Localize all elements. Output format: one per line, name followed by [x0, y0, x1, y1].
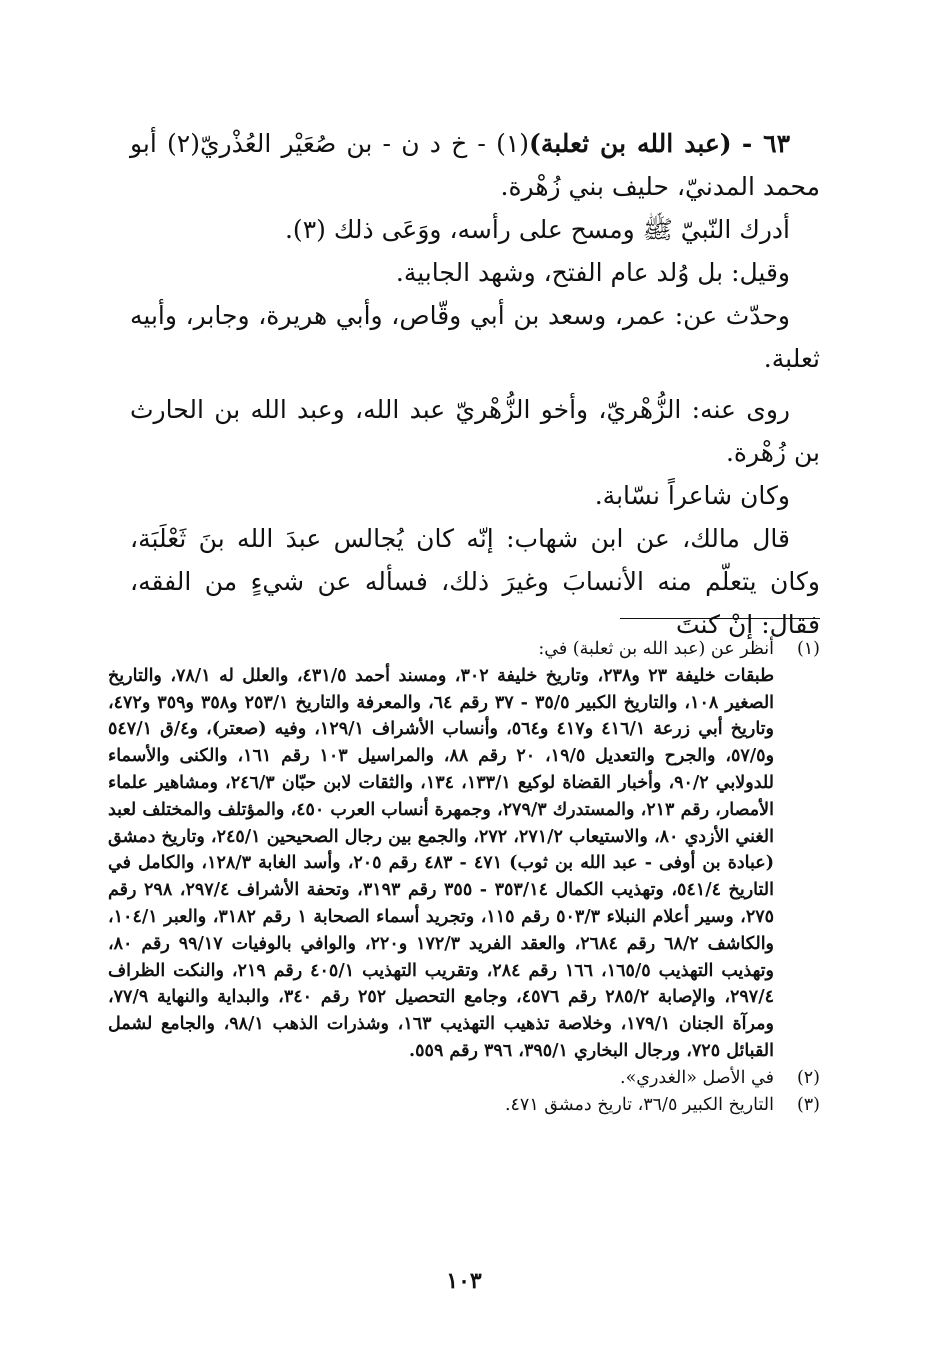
footnote-separator — [620, 618, 820, 619]
page-number: ١٠٣ — [446, 1268, 482, 1294]
footnotes — [108, 636, 820, 1118]
entry-intro: (١) - خ د ن - بن صُعَيْر العُذْريّ(٢) أبو محمد المدنيّ، حليف بني زُهْرة. — [130, 129, 820, 201]
paragraph-narrated-from: وحدّث عن: عمر، وسعد بن أبي وقّاص، وأبي هريرة، وجابر، وأبيه ثعلبة. — [130, 301, 820, 373]
footnote-number: (٢) — [796, 1067, 820, 1088]
footnote-intro: أنظر عن (عبد الله بن ثعلبة) في: — [538, 639, 774, 659]
paragraph-met-prophet: أدرك النّبيّ ﷺ ومسح على رأسه، ووَعَى ذلك (٣). — [284, 215, 790, 244]
entry-number: ٦٣ - — [741, 129, 791, 158]
main-text — [130, 122, 820, 646]
paragraph-narrated-by: روى عنه: الزُّهْريّ، وأخو الزُّهْريّ عبد الله، وعبد الله بن الحارث بن زُهْرة. — [130, 395, 820, 467]
footnote-number: (٣) — [796, 1094, 820, 1115]
paragraph-malik-quote: قال مالك، عن ابن شهاب: إنّه كان يُجالس عبدَ الله بنَ ثَعْلَبَة، وكان يتعلّم منه الأنسابَ وغيرَ ذلك، فسأله عن شيءٍ من الفقه، فقال: إنْ كنتَ — [130, 524, 820, 639]
entry-name: (عبد الله بن ثعلبة) — [529, 129, 732, 158]
footnote-1 — [108, 636, 820, 663]
footnote-number: (١) — [796, 639, 820, 659]
paragraph-birth: وقيل: بل وُلد عام الفتح، وشهد الجابية. — [395, 258, 790, 287]
footnote-text: التاريخ الكبير ٣٦/٥، تاريخ دمشق ٤٧١. — [504, 1094, 774, 1115]
footnote-sources: طبقات خليفة ٢٣ و٢٣٨، وتاريخ خليفة ٣٠٢، ومسند أحمد ٤٣١/٥، والعلل له ٧٨/١، والتاريخ الصغير ١٠٨، والتاريخ الكبير ٣٥/٥ - ٣٧ رقم ٦٤، والمعرفة والتاريخ ٢٥٣/١ و٣٥٨ و٣٥٩ و٤٧٢، وتاريخ أبي زرعة ٤١٦/١ و٤١٧ و٥٦٤، وأنساب الأشراف ١٢٩/١، وفيه (صعتر)، و٤/ق ٥٤٧/١ و٥٧/٥، والجرح والتعديل ١٩/٥، ٢٠ رقم ٨٨، والمراسيل ١٠٣ رقم ١٦١، والكنى والأسماء للدولابي ٩٠/٢، وأخبار القضاة لوكيع ١٣٣/١، ١٣٤، والثقات لابن حبّان ٢٤٦/٣، ومشاهير علماء الأمصار، رقم ٢١٣، والمستدرك ٢٧٩/٣، وجمهرة أنساب العرب ٤٥٠، والمؤتلف والمختلف لعبد الغني الأزدي ٨٠، والاستيعاب ٢٧١/٢، ٢٧٢، والجمع بين رجال الصحيحين ٢٤٥/١، وتاريخ دمشق (عبادة بن أوفى - عبد الله بن ثوب) ٤٧١ - ٤٨٣ رقم ٢٠٥، وأسد الغابة ١٢٨/٣، والكامل في التاريخ ٥٤١/٤، وتهذيب الكمال ٣٥٣/١٤ - ٣٥٥ رقم ٣١٩٣، وتحفة الأشراف ٢٩٧/٤، ٢٩٨ رقم ٢٧٥، وسير أعلام النبلاء ٥٠٣/٣ رقم ١١٥، وتجريد أسماء الصحابة ١ رقم ٣١٨٢، والعبر ١٠٤/١، والكاشف ٦٨/٢ رقم ٢٦٨٤، والعقد الفريد ١٧٢/٣ و٢٢٠، والوافي بالوفيات ٩٩/١٧ رقم ٨٠، وتهذيب التهذيب ١٦٥/٥، ١٦٦ رقم ٢٨٤، وتقريب التهذيب ٤٠٥/١ رقم ٢١٩، والنكت الظراف ٢٩٧/٤، والإصابة ٢٨٥/٢ رقم ٤٥٧٦، وجامع التحصيل ٢٥٢ رقم ٣٤٠، والبداية والنهاية ٧٧/٩، ومرآة الجنان ١٧٩/١، وخلاصة تذهيب التهذيب ١٦٣، وشذرات الذهب ٩٨/١، والجامع لشمل القبائل ٧٢٥، ورجال البخاري ٣٩٥/١، ٣٩٦ رقم ٥٥٩. — [108, 665, 775, 1061]
footnote-text: في الأصل «الغدري». — [620, 1067, 774, 1088]
footnote-3 — [108, 1092, 820, 1119]
paragraph-poet: وكان شاعراً نسّابة. — [594, 481, 790, 510]
entry-heading-paragraph — [130, 122, 820, 208]
footnote-2 — [108, 1065, 820, 1092]
